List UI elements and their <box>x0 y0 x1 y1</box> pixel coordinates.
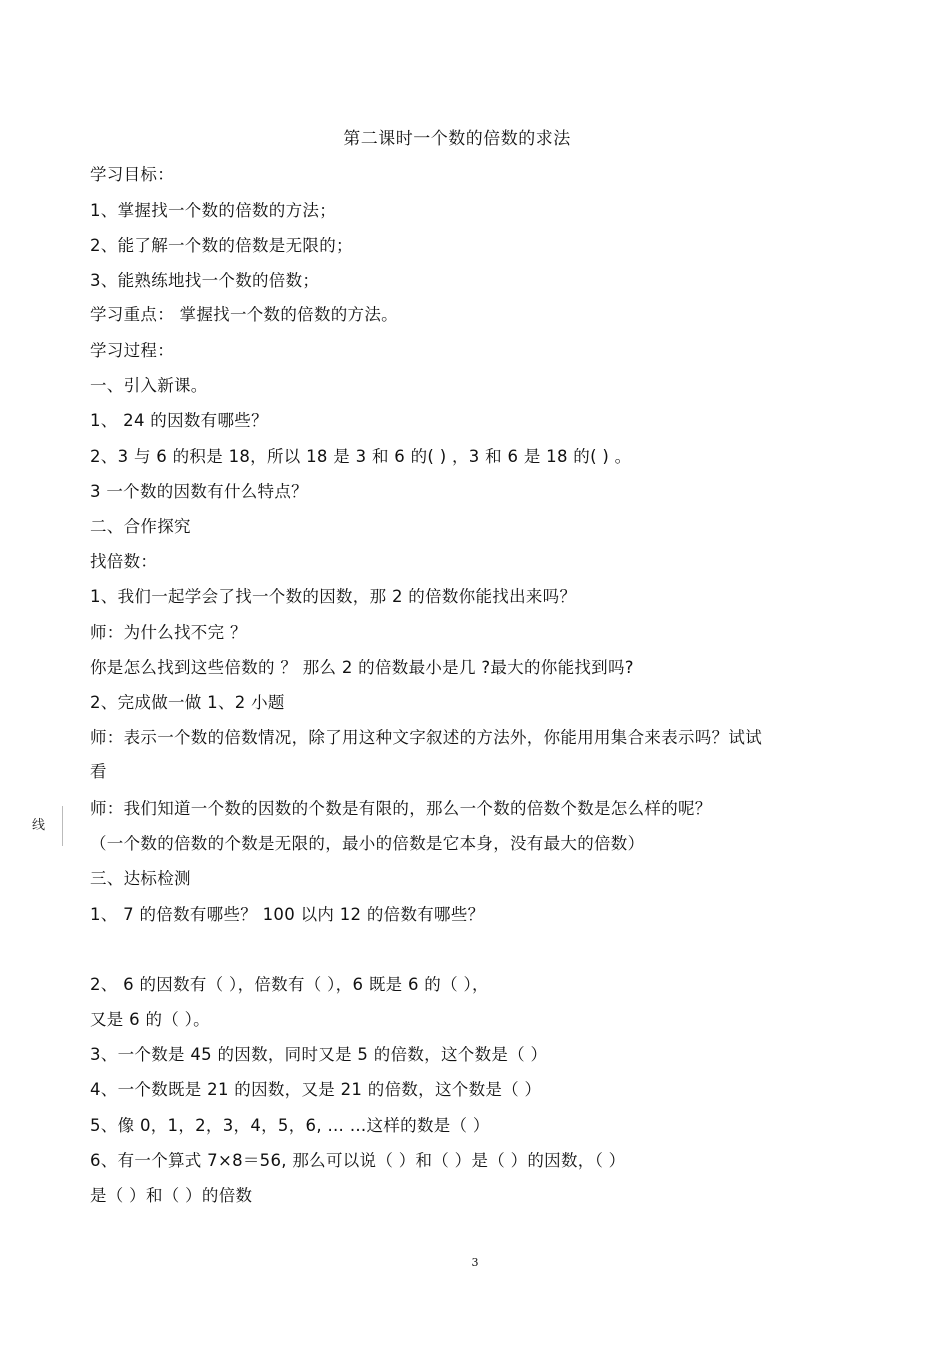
section-heading-intro: 一、引入新课。 <box>90 376 208 395</box>
check-question-6: 6、有一个算式 7×8＝56, 那么可以说（ ）和（ ）是（ ）的因数，（ ） <box>90 1151 626 1170</box>
section-heading-check: 三、达标检测 <box>90 869 191 888</box>
teacher-question-2-cont: 看 <box>90 762 107 781</box>
check-question-5: 5、像 0，1，2，3，4，5，6, … …这样的数是（ ） <box>90 1116 490 1135</box>
check-question-6-cont: 是（ ）和（ ）的倍数 <box>90 1186 253 1205</box>
page-title: 第二课时一个数的倍数的求法 <box>343 129 571 149</box>
section-heading-objectives: 学习目标： <box>90 165 174 184</box>
teacher-question-3: 师：我们知道一个数的因数的个数是有限的，那么一个数的倍数个数是怎么样的呢？ <box>90 799 712 818</box>
intro-question-2: 2、3 与 6 的积是 18，所以 18 是 3 和 6 的( ) ，3 和 6 是 18 的( ) 。 <box>90 447 632 466</box>
section-heading-explore: 二、合作探究 <box>90 517 191 536</box>
explore-question-1: 1、我们一起学会了找一个数的因数，那 2 的倍数你能找出来吗？ <box>90 587 577 606</box>
page-number: 3 <box>471 1256 479 1269</box>
conclusion-note: （一个数的倍数的个数是无限的，最小的倍数是它本身，没有最大的倍数） <box>90 834 645 853</box>
explore-question-2: 你是怎么找到这些倍数的 ？ 那么 2 的倍数最小是几 ?最大的你能找到吗? <box>90 658 634 677</box>
teacher-question-2: 师：表示一个数的倍数情况，除了用这种文字叙述的方法外，你能用用集合来表示吗？试试 <box>90 728 762 747</box>
intro-question-1: 1、 24 的因数有哪些？ <box>90 411 268 430</box>
objective-line-2: 2、能了解一个数的倍数是无限的； <box>90 236 353 255</box>
check-question-2: 2、 6 的因数有（ ），倍数有（ ），6 既是 6 的（ ）， <box>90 975 489 994</box>
binding-line-mark: 线 <box>32 818 46 833</box>
objective-line-1: 1、掌握找一个数的倍数的方法； <box>90 201 336 220</box>
teacher-question-1: 师：为什么找不完 ？ <box>90 623 247 642</box>
find-multiples-heading: 找倍数： <box>90 552 158 571</box>
check-question-1: 1、 7 的倍数有哪些？ 100 以内 12 的倍数有哪些？ <box>90 905 485 924</box>
objective-line-3: 3、能熟练地找一个数的倍数； <box>90 271 320 290</box>
check-question-4: 4、一个数既是 21 的因数，又是 21 的倍数，这个数是（ ） <box>90 1080 542 1099</box>
section-heading-process: 学习过程： <box>90 341 174 360</box>
binding-line-rule <box>62 806 63 846</box>
check-question-3: 3、一个数是 45 的因数，同时又是 5 的倍数，这个数是（ ） <box>90 1045 548 1064</box>
key-point-line: 学习重点： 掌握找一个数的倍数的方法。 <box>90 305 398 324</box>
check-question-2-cont: 又是 6 的（ ）。 <box>90 1010 210 1029</box>
intro-question-3: 3 一个数的因数有什么特点？ <box>90 482 308 501</box>
explore-task-line: 2、完成做一做 1、2 小题 <box>90 693 285 712</box>
